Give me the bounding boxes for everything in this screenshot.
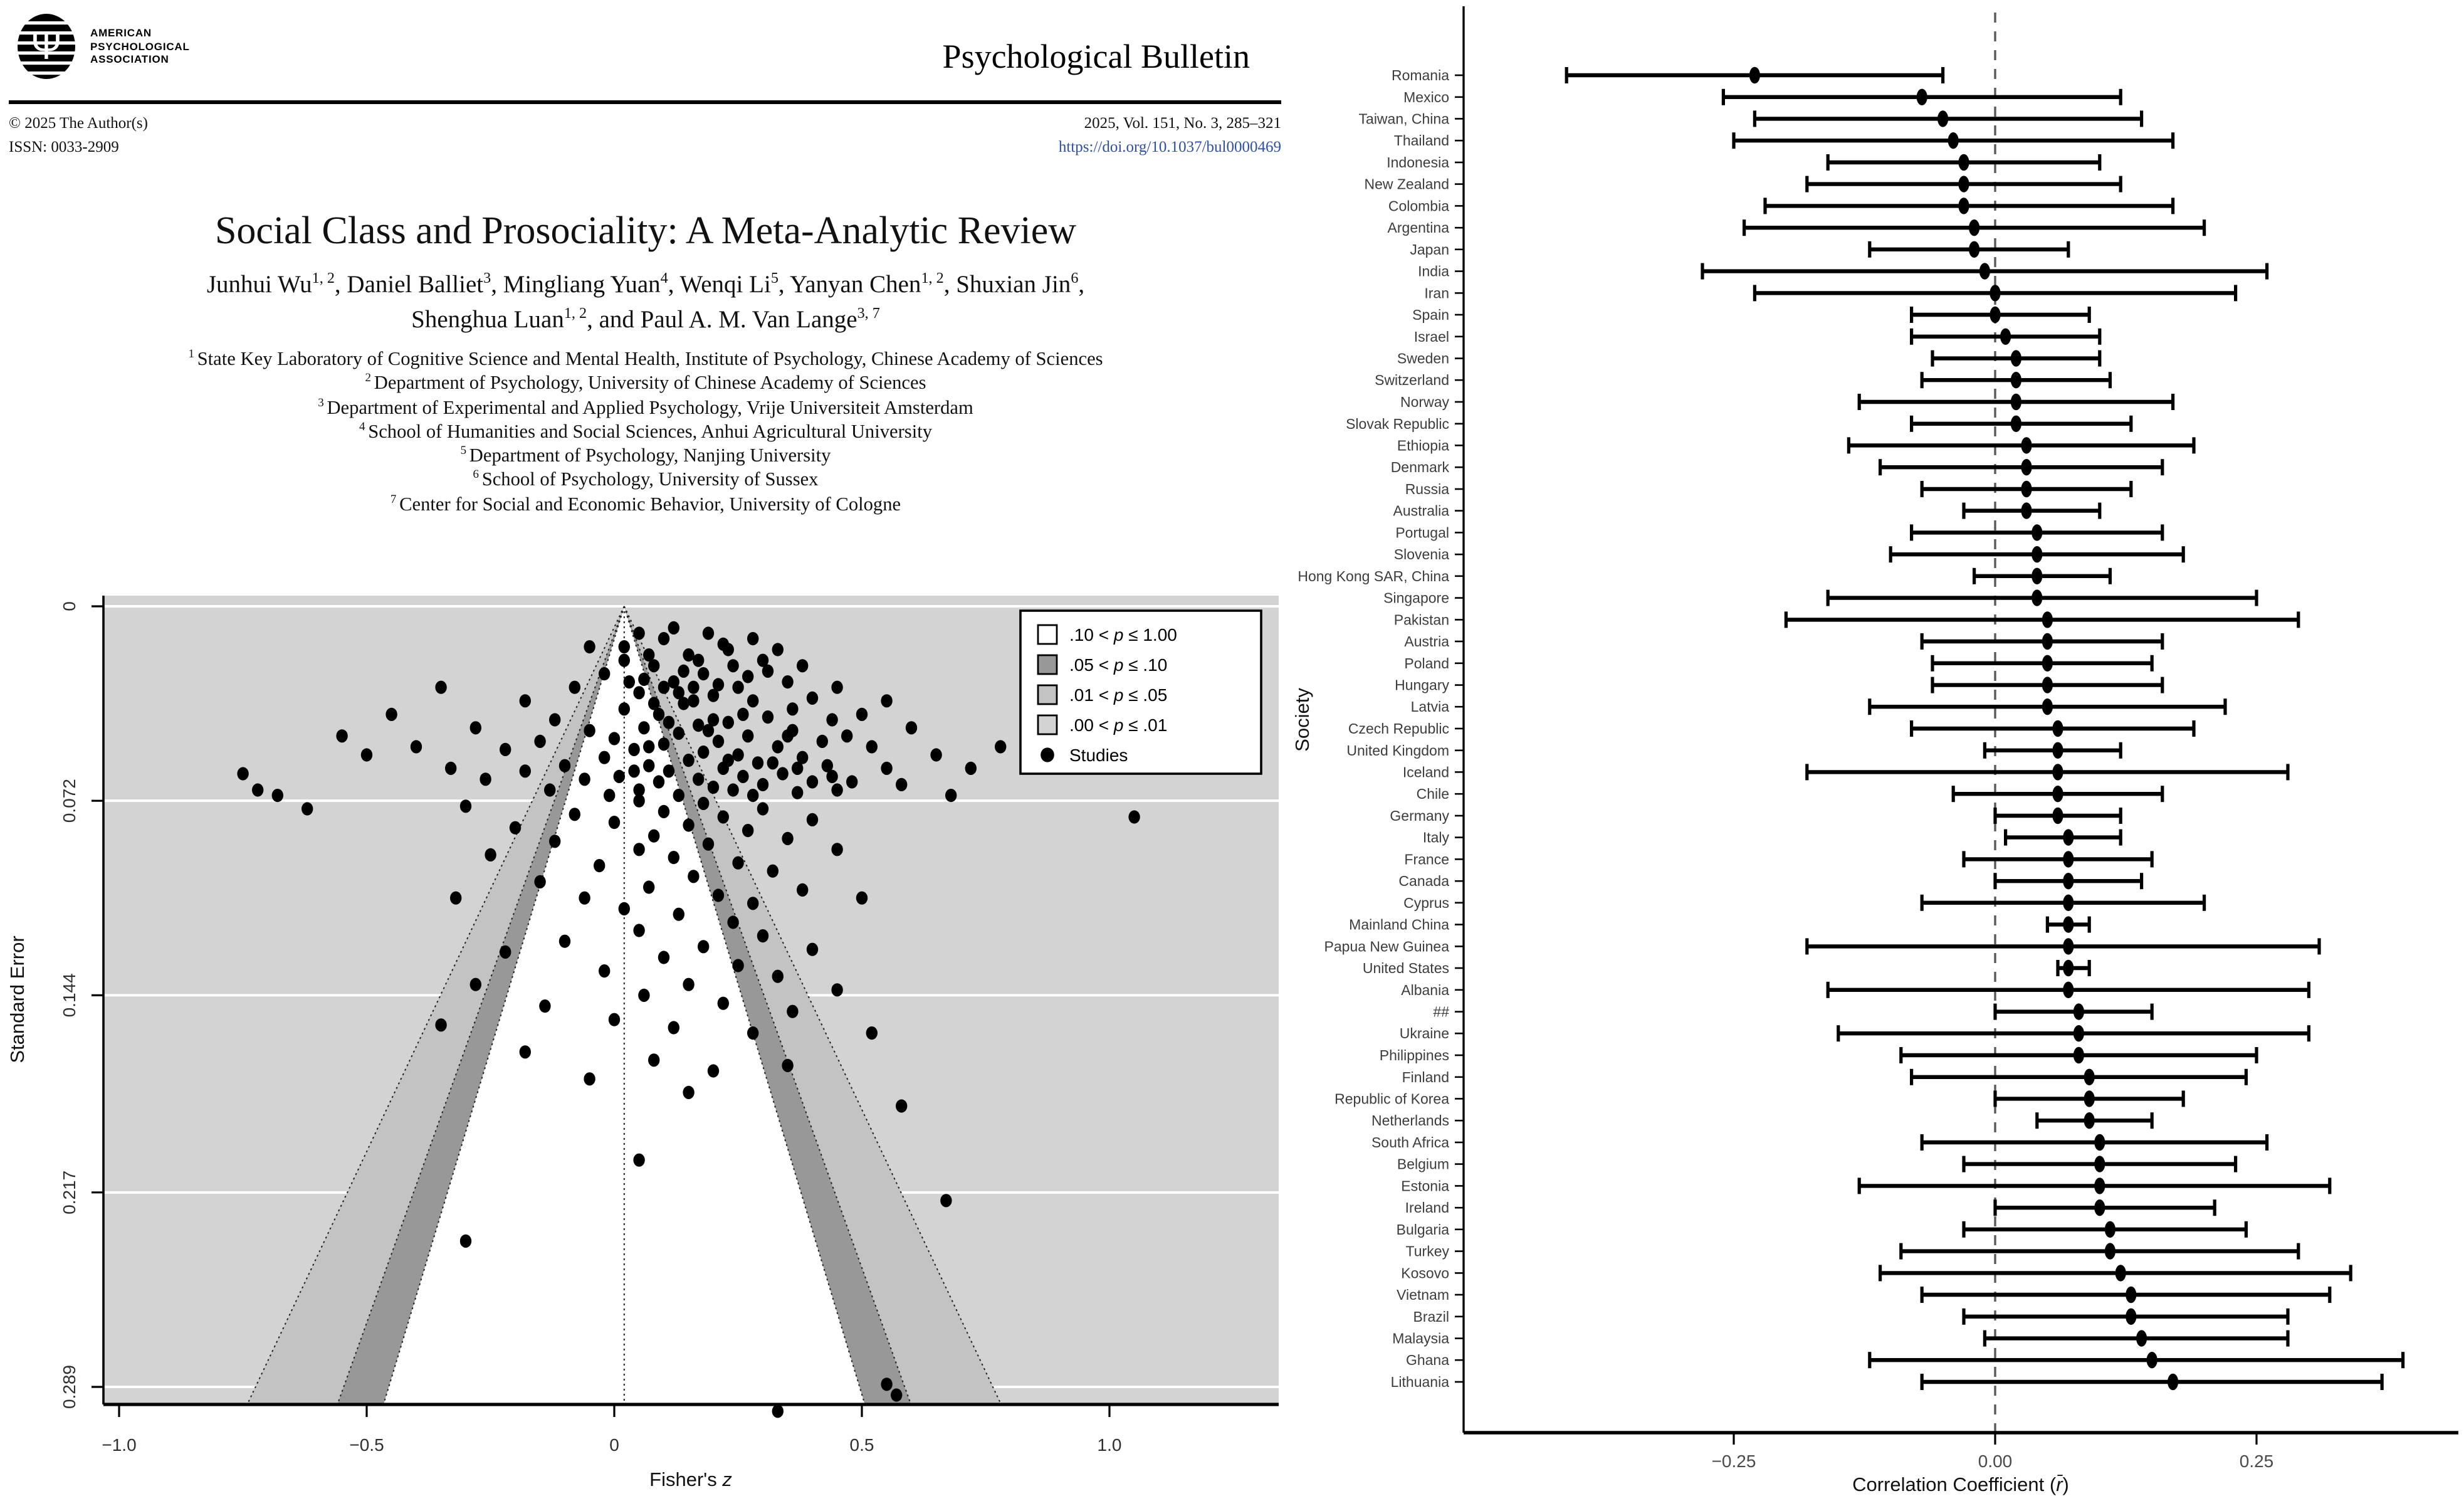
effect-dot [2052,720,2063,737]
society-label: Netherlands [1371,1112,1449,1129]
society-label: Norway [1400,394,1449,410]
society-label: Ireland [1405,1199,1449,1216]
effect-dot [2021,502,2031,519]
forest-row [1400,394,2173,410]
forest-row [1390,808,2121,824]
effect-dot [2000,329,2011,345]
society-label: Latvia [1410,698,1449,715]
society-label: Malaysia [1392,1330,1449,1347]
society-label: Canada [1398,873,1449,890]
affiliation-list [0,347,1291,517]
society-label: Thailand [1393,132,1449,149]
effect-dot [2147,1352,2157,1368]
society-label: Romania [1391,67,1449,83]
society-label: France [1404,851,1449,868]
effect-dot [1917,89,1927,105]
funnel-x-tick-label: 0 [609,1435,619,1455]
effect-dot [1749,67,1760,83]
society-label: Ethiopia [1397,437,1449,454]
funnel-y-tick-label: 0 [60,601,79,611]
author-line: Junhui Wu$^{1, 2}$, Daniel Balliet$^3$, Mingliang Yuan$^4$, Wenqi Li$^5$, Yanyan Chen$^{1, 2}$, Shuxian Jin$^6$, [206,269,1085,298]
society-label: Ukraine [1399,1025,1449,1042]
forest-row [1375,372,2110,388]
society-label: Iceland [1402,764,1449,781]
funnel-x-tick-label: −1.0 [102,1435,137,1455]
forest-row [1394,132,2173,149]
apa-logo-text [90,26,190,66]
forest-row [1423,829,2121,845]
effect-dot [2042,677,2053,693]
svg-text:Ψ: Ψ [30,25,63,67]
effect-dot [1969,219,1979,236]
funnel-legend [1020,611,1261,774]
forest-row [1359,110,2142,127]
society-label: Singapore [1383,589,1449,606]
author-line: Shenghua Luan$^{1, 2}$, and Paul A. M. Van Lange$^{3, 7}$ [411,304,880,334]
society-label: Pakistan [1393,611,1449,628]
society-label: Belgium [1397,1156,1449,1172]
forest-x-tick-label: 0.25 [2239,1451,2274,1471]
legend-label: .10 < p ≤ 1.00 [1069,625,1177,645]
forest-x-axis-title: Correlation Coefficient (r̄) [1852,1473,2069,1495]
society-label: ## [1433,1003,1449,1020]
effect-dot [2031,546,2042,562]
effect-dot [1948,132,1959,149]
header-rule [9,100,1281,104]
apa-logo [15,13,190,80]
society-label: Japan [1410,241,1449,258]
effect-dot [2126,1309,2136,1325]
society-label: United States [1362,960,1449,976]
society-label: Kosovo [1401,1265,1449,1282]
funnel-y-tick-label: 0.072 [60,779,79,823]
forest-column [1291,0,2464,1496]
forest-row [1402,1069,2246,1085]
effect-dot [2084,1090,2095,1107]
effect-dot [1969,241,1979,258]
forest-row [1410,241,2068,258]
effect-dot [2052,764,2063,780]
forest-row [1391,459,2163,475]
forest-row [1424,285,2235,301]
affiliation-line: $^2$ Department of Psychology, University of Chinese Academy of Sciences [365,372,926,394]
effect-dot [2011,372,2021,388]
forest-row [1404,851,2152,867]
society-label: Colombia [1388,198,1449,214]
legend-swatch-icon [1038,685,1057,704]
effect-dot [2031,589,2042,606]
effect-dot [1990,307,2000,323]
society-label: Sweden [1397,350,1449,367]
effect-dot [2084,1112,2095,1129]
effect-dot [2052,808,2063,824]
legend-swatch-icon [1038,715,1057,734]
society-label: Israel [1413,328,1449,345]
society-label: Russia [1405,481,1449,497]
forest-row [1406,1243,2299,1259]
society-label: Finland [1402,1068,1449,1085]
forest-row [1405,1199,2215,1216]
doi-link[interactable]: https://doi.org/10.1037/bul0000469 [1058,137,1281,155]
legend-label: Studies [1069,745,1128,765]
effect-dot [1958,176,1969,192]
forest-row [1397,437,2194,453]
effect-dot [2063,895,2073,911]
forest-row [1397,1156,2236,1172]
affiliation-line: $^6$ School of Psychology, University of Sussex [473,469,819,491]
header-meta [9,112,1281,159]
affiliation-line: $^1$ State Key Laboratory of Cognitive Science and Mental Health, Institute of Psychology, Chinese Academy of Sciences [188,348,1103,370]
forest-row [1391,1374,2383,1390]
society-label: Slovenia [1393,546,1449,563]
forest-row [1398,873,2141,889]
forest-row [1406,1352,2403,1368]
effect-dot [2094,1156,2105,1172]
effect-dot [2042,698,2053,715]
article-title: Social Class and Prosociality: A Meta-Analytic Review [214,208,1077,252]
forest-row [1433,1003,2152,1019]
effect-dot [1979,263,1990,279]
effect-dot [2011,394,2021,410]
forest-row [1334,1090,2183,1107]
effect-dot [2011,350,2021,366]
forest-plot [1291,0,2464,1496]
apa-logo-line: ASSOCIATION [90,53,169,66]
forest-row [1403,764,2288,780]
society-label: Albania [1401,981,1449,998]
effect-dot [2042,611,2053,628]
forest-row [1401,1265,2351,1281]
effect-dot [2021,481,2031,497]
funnel-y-tick-label: 0.144 [60,973,79,1018]
forest-row [1403,895,2204,911]
forest-row [1388,219,2204,236]
forest-row [1363,960,2089,976]
effect-dot [2073,1025,2084,1041]
society-label: Switzerland [1375,372,1449,389]
effect-dot [2031,568,2042,584]
effect-dot [1958,154,1969,171]
effect-dot [2052,786,2063,802]
society-label: Philippines [1379,1047,1449,1063]
society-label: Italy [1422,829,1449,846]
forest-row [1388,198,2173,214]
society-label: Hong Kong SAR, China [1298,567,1449,584]
society-label: Estonia [1401,1177,1449,1194]
effect-dot [2073,1003,2084,1019]
forest-x-tick-label: −0.25 [1711,1451,1756,1471]
forest-row [1397,1287,2330,1303]
forest-y-axis-title: Society [1291,688,1313,752]
funnel-plot [0,583,1291,1496]
forest-row [1414,329,2100,345]
forest-row [1413,1309,2288,1325]
forest-row [1411,698,2225,715]
forest-row [1401,1177,2330,1194]
society-label: Portugal [1395,524,1449,541]
legend-label: .00 < p ≤ .01 [1069,715,1168,735]
volume-line: 2025, Vol. 151, No. 3, 285–321 [1084,114,1281,132]
society-label: Cyprus [1403,894,1449,911]
effect-dot [2094,1134,2105,1151]
affiliation-line: $^7$ Center for Social and Economic Behavior, University of Cologne [390,493,901,515]
forest-row [1364,176,2121,192]
apa-logo-line: PSYCHOLOGICAL [90,40,190,53]
affiliation-line: $^4$ School of Humanities and Social Sciences, Anhui Agricultural University [359,421,932,443]
effect-dot [2052,742,2063,759]
effect-dot [2094,1177,2105,1194]
society-label: Slovak Republic [1346,415,1449,432]
issn-line: ISSN: 0033-2909 [9,137,119,155]
forest-row [1349,916,2089,932]
legend-dot-icon [1041,747,1054,762]
forest-row [1401,982,2309,998]
effect-dot [2115,1265,2126,1281]
effect-dot [2105,1243,2115,1259]
society-label: Bulgaria [1396,1221,1449,1238]
effect-dot [2073,1047,2084,1063]
effect-dot [1937,110,1948,127]
society-label: India [1418,263,1449,280]
effect-dot [2084,1069,2095,1085]
forest-row [1412,307,2089,323]
forest-row [1393,502,2100,519]
effect-dot [2063,960,2073,976]
society-label: Hungary [1395,677,1449,693]
funnel-x-tick-label: 1.0 [1097,1435,1122,1455]
effect-dot [2168,1374,2178,1390]
society-label: Australia [1393,502,1449,519]
legend-label: .01 < p ≤ .05 [1069,685,1168,705]
forest-row [1392,1330,2288,1346]
forest-row [1324,938,2319,954]
effect-dot [1990,285,2000,301]
funnel-x-axis-title: Fisher's z [649,1468,732,1490]
society-label: Mexico [1403,88,1449,105]
society-label: Spain [1412,307,1449,323]
forest-row [1298,568,2110,584]
forest-row [1404,633,2162,650]
society-label: New Zealand [1364,176,1449,192]
funnel-x-tick-label: −0.5 [349,1435,384,1455]
forest-row [1400,1025,2309,1041]
effect-dot [2136,1330,2147,1346]
society-label: Argentina [1387,219,1449,236]
effect-dot [2063,938,2073,954]
society-label: Indonesia [1387,154,1449,171]
forest-row [1417,786,2163,802]
effect-dot [2063,829,2073,845]
effect-dot [2021,459,2031,475]
effect-dot [2105,1221,2115,1238]
forest-row [1404,655,2152,672]
effect-dot [2031,524,2042,540]
legend-swatch-icon [1038,655,1057,674]
forest-row [1348,720,2194,737]
issue-block [1059,112,1281,159]
forest-row [1387,154,2100,171]
forest-row [1371,1134,2267,1151]
society-label: Papua New Guinea [1324,938,1449,955]
journal-title: Psychological Bulletin [942,38,1250,75]
effect-dot [2063,916,2073,932]
society-label: Chile [1416,786,1449,803]
society-label: Iran [1424,285,1449,302]
copyright-block [9,112,148,159]
forest-x-tick-label: 0.00 [1978,1451,2013,1471]
forest-row [1383,589,2257,606]
funnel-y-axis-title: Standard Error [6,935,28,1063]
society-label: Czech Republic [1348,720,1449,737]
effect-dot [2042,655,2053,672]
funnel-x-tick-label: 0.5 [849,1435,874,1455]
forest-row [1392,67,1943,83]
forest-row [1394,611,2299,628]
effect-dot [2063,982,2073,998]
effect-dot [2126,1287,2136,1303]
author-list [0,268,1291,339]
society-label: South Africa [1371,1134,1449,1151]
effect-dot [2021,437,2031,453]
society-label: Mainland China [1349,916,1449,933]
forest-row [1394,546,2183,562]
forest-row [1380,1047,2257,1063]
society-label: Denmark [1390,459,1449,476]
society-label: Lithuania [1390,1374,1449,1390]
affiliation-line: $^5$ Department of Psychology, Nanjing University [460,445,831,467]
society-label: Poland [1404,655,1449,672]
copyright-line: © 2025 The Author(s) [9,114,148,132]
apa-logo-icon [15,13,80,80]
legend-label: .05 < p ≤ .10 [1069,655,1168,675]
effect-dot [1958,198,1969,214]
forest-plot-svg [1291,0,2464,1496]
forest-row [1403,89,2121,105]
effect-dot [2063,873,2073,889]
society-label: Brazil [1413,1308,1449,1325]
society-label: Taiwan, China [1358,110,1449,127]
effect-dot [2063,851,2073,867]
society-label: United Kingdom [1346,742,1449,759]
funnel-plot-svg [0,583,1291,1496]
forest-row [1418,263,2267,279]
effect-dot [2042,633,2053,650]
apa-logo-line: AMERICAN [90,26,152,40]
funnel-y-tick-label: 0.217 [60,1170,79,1214]
forest-row [1397,1221,2246,1238]
society-label: Austria [1404,633,1449,650]
forest-row [1405,481,2131,497]
forest-row [1395,677,2163,693]
society-label: Germany [1390,808,1449,824]
forest-row [1371,1112,2152,1129]
society-label: Ghana [1405,1352,1449,1369]
legend-swatch-icon [1038,625,1057,644]
funnel-y-tick-label: 0.289 [60,1364,79,1409]
affiliation-line: $^3$ Department of Experimental and Applied Psychology, Vrije Universiteit Amsterdam [318,397,973,419]
effect-dot [2094,1199,2105,1216]
society-label: Vietnam [1397,1287,1449,1303]
society-label: Republic of Korea [1334,1090,1449,1107]
society-label: Turkey [1405,1243,1449,1260]
effect-dot [2011,416,2021,432]
forest-row [1395,524,2162,540]
